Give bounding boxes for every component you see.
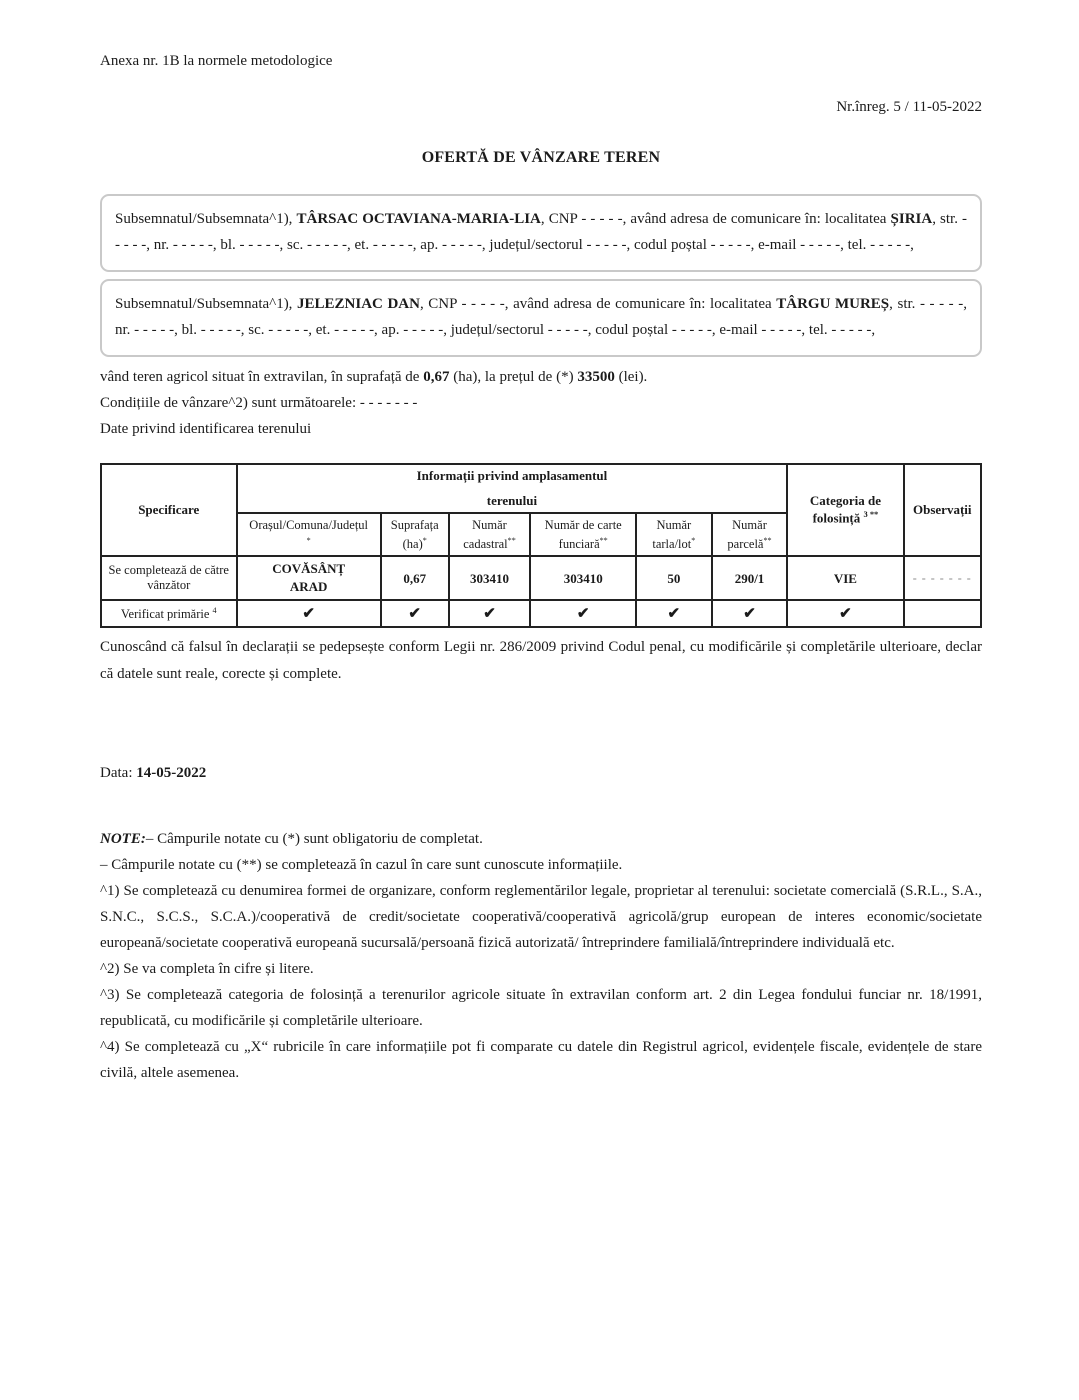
verify-row-label: Verificat primărie $^4$	[101, 600, 237, 627]
tarla-lot-subheader-cell: Număr tarla/lot*	[636, 513, 712, 556]
cadastral-value-cell: 303410	[449, 556, 531, 600]
date-line: Data: 14-05-2022	[100, 765, 207, 782]
city-line2: ARAD	[289, 579, 328, 595]
group-header-line2: terenului	[486, 493, 538, 508]
sale-conditions-line: Condițiile de vânzare^2) sunt următoarele: - - - - - - -	[100, 395, 418, 411]
tarla-lot-value-cell: 50	[636, 556, 712, 600]
sale-price-line: vând teren agricol situat în extravilan, în suprafață de 0,67 (ha), la prețul de (*) 33500 (lei).	[100, 369, 648, 385]
checkmark-icon: ✔	[483, 606, 496, 623]
land-identification-label: Date privind identificarea terenului	[100, 421, 312, 437]
checkmark-icon: ✔	[302, 606, 315, 623]
area-subheader-cell: Suprafața (ha)*	[381, 513, 449, 556]
declaration-paragraph: Cunoscând că falsul în declarații se pedepsește conform Legii nr. 286/2009 privind Codul penal, cu modificările și completările ulterioare, declar că datele sunt reale, corecte și complete.	[100, 639, 982, 683]
seller-row-label: Se completează de către vânzător	[101, 556, 237, 600]
checkmark-icon: ✔	[743, 606, 756, 623]
registration-number: Nr.înreg. 5 / 11-05-2022	[836, 99, 982, 115]
seller-info-box: Subsemnatul/Subsemnata^1), TÂRSAC OCTAVIANA-MARIA-LIA, CNP - - - - -, având adresa de comunicare în: localitatea ȘIRIA, str. - - - - -, nr. - - - - -, bl. - - - - -, sc. - - - - -, et. - - - - -, ap. - - - - -, județul/sectorul - - - - -, codul poștal - - - - -, e-mail - - - - -, tel. - - - - -,	[100, 194, 982, 272]
city-line1: COVĂSÂNȚ	[272, 561, 346, 577]
table-header-row-1	[101, 464, 981, 513]
use-category-value-cell: VIE	[787, 556, 903, 600]
use-category-header-cell: Categoria de folosință $^{3 **}$	[787, 464, 903, 556]
observations-dashes: - - - - - - -	[912, 571, 972, 586]
specificare-header-cell: Specificare	[101, 464, 237, 556]
observations-value-cell	[904, 556, 982, 600]
footnote-4: ^4) Se completează cu „X“ rubricile în care informațiile pot fi comparate cu datele din Registrul agricol, evidențele fiscale, evidențele de stare civilă, altele asemenea.	[100, 1039, 982, 1082]
check-observations-cell	[904, 600, 982, 627]
checkmark-icon: ✔	[839, 606, 852, 623]
checkmark-icon: ✔	[667, 606, 681, 623]
check-cadastral-cell	[449, 600, 531, 627]
note-asterisk: NOTE:– Câmpurile notate cu (*) sunt obligatoriu de completat.	[100, 831, 483, 848]
group-header-line1: Informații privind amplasamentul	[416, 468, 608, 483]
notes-section	[100, 826, 982, 1086]
city-value-cell	[237, 556, 381, 600]
footnote-1: ^1) Se completează cu denumirea formei de organizare, conform reglementărilor legale, proprietar al terenului: societate comercială (S.R.L., S.A., S.N.C., S.C.S., S.C.A.)/cooperativă de credit/societate cooperativă/cooperativă agricolă/grup european de interes economic/societate europeană/societate cooperativă europeană sucursală/persoană fizică autorizată/ întreprindere familială/întreprindere individuală etc.	[100, 883, 982, 952]
seller-data-row	[101, 556, 981, 600]
sale-terms-block	[100, 364, 982, 442]
check-parcel-cell	[712, 600, 788, 627]
parcel-value-cell: 290/1	[712, 556, 788, 600]
land-book-value-cell: 303410	[530, 556, 636, 600]
cadastral-subheader-cell: Număr cadastral**	[449, 513, 531, 556]
city-subheader-cell: Orașul/Comuna/Județul *	[237, 513, 381, 556]
footnote-2: ^2) Se va completa în cifre și litere.	[100, 961, 314, 978]
annex-label: Anexa nr. 1B la normele metodologice	[100, 53, 333, 69]
buyer-info-box: Subsemnatul/Subsemnata^1), JELEZNIAC DAN, CNP - - - - -, având adresa de comunicare în: localitatea TÂRGU MUREȘ, str. - - - - -, nr. - - - - -, bl. - - - - -, sc. - - - - -, et. - - - - -, ap. - - - - -, județul/sectorul - - - - -, codul poștal - - - - -, e-mail - - - - -, tel. - - - - -,	[100, 279, 982, 357]
verify-row	[101, 600, 981, 627]
page-title: OFERTĂ DE VÂNZARE TEREN	[421, 149, 661, 166]
land-identification-table	[100, 463, 982, 628]
observations-header-cell: Observații	[904, 464, 982, 556]
check-use-category-cell	[787, 600, 903, 627]
parcel-subheader-cell: Număr parcelă**	[712, 513, 788, 556]
checkmark-icon: ✔	[408, 606, 421, 623]
check-area-cell	[381, 600, 449, 627]
note-double-asterisk: – Câmpurile notate cu (**) se completează în cazul în care sunt cunoscute informațiile.	[100, 857, 623, 874]
area-value-cell: 0,67	[381, 556, 449, 600]
location-group-header-cell	[237, 464, 788, 513]
checkmark-icon: ✔	[576, 606, 590, 623]
footnote-3: ^3) Se completează categoria de folosință a terenurilor agricole situate în extravilan conform art. 2 din Legea fondului funciar nr. 18/1991, republicată, cu modificările și completările ulterioare.	[100, 987, 982, 1030]
check-tarla-lot-cell	[636, 600, 712, 627]
check-land-book-cell	[530, 600, 636, 627]
land-book-subheader-cell: Număr de carte funciară**	[530, 513, 636, 556]
check-city-cell	[237, 600, 381, 627]
